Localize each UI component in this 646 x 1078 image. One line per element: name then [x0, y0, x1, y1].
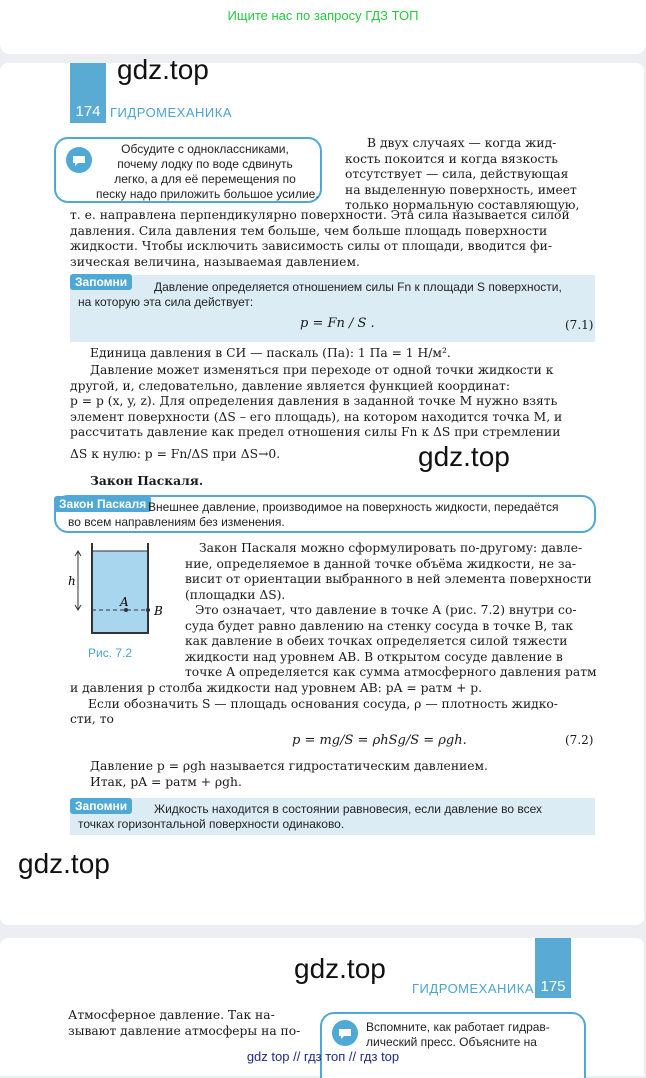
recall-icon: [332, 1020, 358, 1046]
pascal-right-text: Закон Паскаля можно сформулировать по-другому: давле- ние, определяемое в данной точке объёма жидкости, не за- висит от ориентации выбранного в ней элемента поверхности (площадки ΔS). Это означает, что давление в точке A (рис. 7.2) внутри со- суда будет равно давлению на стенку сосуда в точке B, так как давление в обеих точках определяется силой тяжести жидкости над уровнем AB. В открытом сосуде давление в точке A определяется как сумма атмосферного давления pатм: [185, 541, 597, 679]
discussion-icon: [66, 147, 92, 173]
page-number-box: [70, 63, 106, 123]
intro-full: т. е. направлена перпендикулярно поверхности. Эта сила называется силой давления. Сила давления тем больше, чем больше площадь поверхности жидкости. Чтобы исключить зависимость силы от площади, вводится фи- зическая величина, называемая давлением.: [70, 208, 570, 269]
hydrostatic-text: Давление p = ρgh называется гидростатическим давлением. Итак, pA = pатм + ρgh.: [90, 759, 488, 789]
formula-7-1-number: (7.1): [565, 318, 594, 332]
page-174: [0, 54, 644, 925]
watermark: gdz.top: [294, 953, 386, 984]
formula-7-1: p = Fn / S .: [300, 316, 375, 331]
watermark: gdz.top: [117, 54, 209, 85]
page-number-box-175: [535, 938, 571, 998]
page-number-175: 175: [540, 978, 566, 995]
figure-a-label: A: [120, 595, 129, 609]
pressure-paragraph: Давление может изменяться при переходе от одной точки жидкости к другой, и, следовательно, давление является функцией координат: p = p (x, y, z). Для определения давления в заданной точке M нужно взять элемент поверхности (ΔS – его площадь), на котором находится точка M, и рассчитать давление как предел отношения силы Fn к ΔS при стремлении ΔS к нулю: p = Fn/ΔS при ΔS→0.: [70, 363, 563, 461]
discussion-box: [54, 137, 322, 203]
figure-7-2: [62, 543, 172, 638]
footer-links[interactable]: gdz top // гдз топ // гдз top: [246, 1049, 400, 1064]
pascal-law-text: Внешнее давление, производимое на поверхность жидкости, передаётся во всем направлениям без изменения.: [68, 500, 559, 529]
watermark: gdz.top: [418, 441, 510, 472]
pascal-full-text: и давления p столба жидкости над уровнем AB: pA = pатм + p. Если обозначить S — площадь основания сосуда, ρ — плотность жидко- сти, то: [70, 681, 558, 726]
recall-text: Вспомните, как работает гидрав- лический пресс. Объясните на: [366, 1020, 550, 1049]
remember-label-1: Запомни: [70, 274, 132, 290]
formula-7-2: p = mg/S = ρhSg/S = ρgh.: [292, 733, 467, 748]
atmospheric-text: Атмосферное давление. Так на- зывают давление атмосферы на по-: [68, 1008, 301, 1038]
formula-7-2-number: (7.2): [565, 733, 594, 747]
figure-caption: Рис. 7.2: [88, 646, 133, 660]
running-head-175: ГИДРОМЕХАНИКА: [412, 981, 535, 996]
recall-box: [320, 1012, 586, 1078]
discussion-text: Обсудите с одноклассниками, почему лодку по воде сдвинуть легко, а для её перемещения по песку надо приложить большое усилие.: [96, 142, 319, 201]
figure-b-label: B: [154, 604, 163, 618]
page-number: 174: [75, 103, 101, 120]
watermark: gdz.top: [18, 848, 110, 879]
running-head: ГИДРОМЕХАНИКА: [110, 105, 233, 120]
remember-text-1: Давление определяется отношением силы Fn к площади S поверхности, на которую эта сила действует:: [78, 280, 562, 309]
pascal-law-label: Закон Паскаля: [54, 496, 151, 512]
units-line: Единица давления в СИ — паскаль (Па): 1 Па = 1 Н/м².: [90, 346, 451, 360]
intro-right: В двух случаях — когда жид- кость покоится и когда вязкость отсутствует — сила, действующая на выделенную поверхность, имеет только нормальную составляющую,: [345, 136, 580, 212]
pascal-heading: Закон Паскаля.: [90, 473, 204, 488]
top-banner: [0, 0, 646, 54]
remember-text-2: Жидкость находится в состоянии равновесия, если давление во всех точках горизонтальной поверхности одинаково.: [78, 802, 543, 831]
figure-h-label: h: [68, 574, 76, 588]
search-hint-link[interactable]: Ищите нас по запросу ГДЗ ТОП: [227, 8, 419, 23]
remember-label-2: Запомни: [70, 798, 132, 814]
